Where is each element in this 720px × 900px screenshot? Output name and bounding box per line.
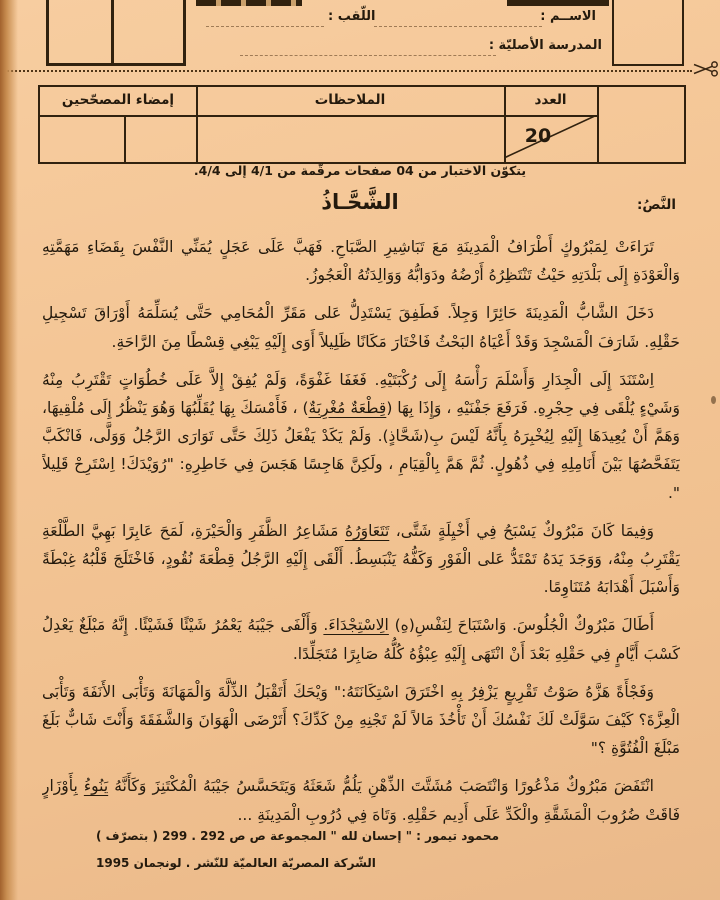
text-segment: وَفَجْأَةً هَزَّهُ صَوْتُ تَقْرِيعٍ يَزْفِرُ بِهِ اخْتَرَقَ اسْتِكَانَتَهُ:" وَيْحَكَ أَتَقْبَلُ الذِّلَّةَ وَالْمَهَانَةَ وَتَأْبَى الأَنَفَةَ وَتَأْبَى الْعِزَّةَ؟ كَيْفَ سَوَّلَتْ لَكَ نَفْسُكَ أَنْ تَأْخُذَ مَالاً لَمْ تَجْنِهِ مِنْ كَدِّكَ؟ أَتَرْضَى الْهَوَانَ وَالشَّفَقَةَ وَأَنْتَ شَابٌّ بَلَغَ مَبْلَغَ الْفُتُوَّةِ ؟" (42, 682, 680, 758)
underlined-word: قِطْعَةٌ مُغْرِبَةٌ (308, 399, 387, 418)
top-cutoff-bar (507, 0, 609, 6)
text-body (42, 233, 680, 825)
grade-box-divider (111, 0, 114, 63)
text-segment: وَفِيمَا كَانَ مَبْرُوكٌ يَسْبَحُ فِي أَخْيِلَةٍ شَتَّى، (389, 521, 654, 540)
school-field-line (240, 54, 496, 56)
paragraph (42, 233, 680, 289)
name-field-line (374, 25, 542, 27)
surname-field-line (206, 25, 324, 27)
scan-speck (711, 396, 716, 404)
table-header-signature: إمضاء المصحّحين (61, 92, 175, 108)
paragraph (42, 299, 680, 355)
grade-table (38, 85, 686, 164)
text-title: الشَّحَّـاذُ (321, 190, 399, 214)
text-segment: مَشَاعِرُ الظَّفَرِ وَالْحَيْرَةِ، لَمَحَ عَابِرًا بَهِيَّ الطَّلْعَةِ يَقْتَرِبُ مِنْهُ، وَوَجَدَ يَدَهُ تَمْتَدُّ عَلى الْفَوْرِ وَكَفُّهُ يَنْبَسِطُ. أَلْقَى إِلَيْهِ الرَّجُلُ قِطْعَةَ نُقُودٍ، فَاخْتَلَجَ قَلْبُهُ غِبْطَةً وَأَسْبَلَ أَهْدَابَهُ مُتَنَاوِمًا. (42, 521, 680, 597)
scissors-icon (692, 61, 719, 81)
paragraph (42, 366, 680, 507)
table-header-notes: الملاحظات (314, 92, 386, 108)
table-line (124, 115, 126, 162)
text-section-label: النَّصُ: (636, 197, 676, 213)
text-segment: ) ، فَأَمْسَكَ بِهَا يُقَلِّبُهَا وَهُوَ يَنْظُرُ إِلَى مُلْقِيهَا، وَهَمَّ أَنْ يُعِيدَهَا إِلَيْهِ لِيُخْبِرَهُ بِأَنَّهُ لَيْسَ بِ(شَحَّاذٍ). وَلَمْ يَكَدْ يَفْعَلُ ذَلِكَ حَتَّى تَوَارَى الرَّجُلُ وَوَلَّى، فَانْكَبَّ يَتَفَحَّصُهَا بَيْنَ أَنَامِلِهِ فِي ذُهُولٍ. ثُمَّ هَمَّ بِالْقِيَامِ ، ولَكِنَّ هَاجِسًا هَجَسَ فِي خَاطِرِهِ: "رُوَيْدَكَ! اِسْتَرِحْ قَلِيلاً ". (42, 399, 680, 502)
cut-dashed-line (0, 70, 692, 72)
table-line (597, 87, 599, 162)
text-segment: أَطَالَ مَبْرُوكٌ الْجُلُوسَ. وَاسْتَبَاحَ لِنَفْسِ(هِ) (388, 616, 655, 635)
table-header-grade: العدد (534, 92, 567, 108)
school-label: المدرسة الأصليّة : (488, 38, 602, 53)
source-citation: محمود تيمور : " إحسان لله " المجموعة ص ص 292 . 299 ( بتصرّف ) (96, 829, 499, 843)
paragraph (42, 678, 680, 763)
underlined-word: يَنُوءُ (83, 777, 109, 796)
corner-grade-box (46, 0, 186, 66)
paragraph (42, 611, 680, 667)
surname-label: اللّقب : (328, 9, 376, 24)
text-segment: وَأَلْفَى جَيْبَهُ يَعْمُرُ شَيْئًا فَشَيْئًا. إِنَّهُ مَبْلَغٌ يَعْدِلُ كَسْبَ أَيَّامٍ فِي حَقْلِهِ بَعْدَ أَنْ انْتَهَى إِلَيْهِ عِبْؤُهُ كُلُّهُ صَابِرًا مُتَجَلِّدًا. (42, 616, 680, 663)
underlined-word: تَتَعَاوَرُهُ (344, 521, 390, 540)
top-cutoff-boxes (196, 0, 302, 6)
paragraph (42, 772, 680, 825)
paragraph (42, 517, 680, 602)
exam-pages-note: يتكوّن الاختبار من 04 صفحات مرقّمة من 4/1 إلى 4/4. (193, 163, 527, 178)
text-segment: انْتَفَضَ مَبْرُوكٌ مَذْعُورًا وَانْتَصَبَ مُشَتَّتَ الذِّهْنِ يَلُمُّ شَعَثَهُ وَيَتَحَسَّسُ جَيْبَهُ الْمُكْتَنِزَ وَكَأَنَّهُ (108, 777, 654, 796)
underlined-word: الِاسْتِجْدَاءَ. (323, 616, 389, 635)
grade-value: 20 (524, 125, 552, 147)
text-segment: اِسْتَنَدَ إِلَى الْجِدَارِ وَأَسْلَمَ رَأْسَهُ إِلَى رُكْبَتَيْهِ. فَغَفَا غَفْوَةً، وَلَمْ يُفِقْ إِلاَّ عَلَى خُطُوَاتٍ تَقْتَرِبُ مِنْهُ وَشَيْءٍ يُلْقَى فِي حِجْرِهِ. فَرَفَعَ جَفْنَيْهِ ، وَإِذَا بِهَا ( (42, 370, 680, 418)
candidate-number-box (612, 0, 684, 66)
name-label: الاســم : (540, 9, 596, 24)
text-segment: دَخَلَ الشَّابُّ الْمَدِينَةَ حَائِرًا وَجِلاً. فَطَفِقَ يَسْتَدِلُّ عَلى مَقَرِّ الْمُحَامِي حَتَّى يُسَلِّمَهُ أَوْرَاقَ تَسْجِيلِ حَقْلِهِ. شَارَفَ الْمَسْجِدَ وَقَدْ أَعْيَاهُ البَحْثُ فَاخْتَارَ مَكَانًا ظَلِيلاً أَوَى إِلَيْهِ يَبْغِي قِسْطًا مِنَ الرَّاحَةِ. (42, 304, 680, 351)
text-segment: تَرَاءَتْ لِمَبْرُوكٍ أَطْرَافُ الْمَدِينَةِ مَعَ تَبَاشِيرِ الصَّبَاحِ. فَهَبَّ عَلَى عَجَلٍ يُمَنِّي النَّفْسَ بِقَضَاءِ مَهَمَّتِهِ وَالْعَوْدَةِ إِلَى بَلْدَتِهِ حَيْثُ تَنْتَظِرُهُ أَرْضُهُ ودَوَابُّهُ وَوَالِدَتُهُ الْعَجُوزُ. (42, 238, 680, 285)
text-segment: بِأَوْزَارٍ فَاقَتْ ضُرُوبَ الْمَشَقَّةِ والْكَدِّ عَلَى أَدِيمِ حَقْلِهِ. وَتَاهَ فِي دُرُوبِ الْمَدِينَةِ ... (42, 777, 680, 824)
publisher-citation: الشّركة المصريّة العالميّة للنّشر . لونجمان 1995 (96, 856, 376, 870)
